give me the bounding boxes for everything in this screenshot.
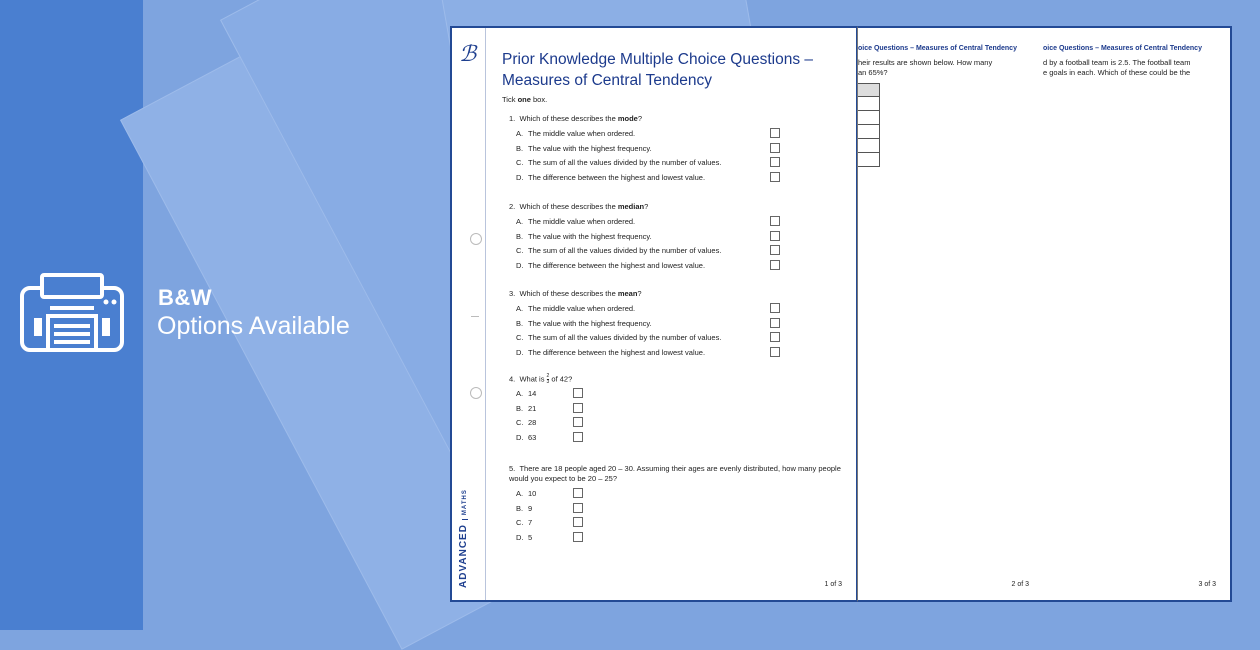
bw-label: B&W bbox=[158, 285, 213, 310]
answer-option: B. 9 bbox=[516, 503, 533, 513]
answer-option: A. The middle value when ordered. bbox=[516, 129, 636, 138]
answer-option: D. The difference between the highest and lowest value. bbox=[516, 348, 706, 358]
answer-checkbox[interactable] bbox=[573, 532, 583, 542]
answer-checkbox[interactable] bbox=[770, 143, 780, 153]
answer-option: A. The middle value when ordered. bbox=[516, 217, 636, 226]
question-text: heir results are shown below. How many bbox=[858, 58, 993, 67]
brand-logo-icon: ℬ bbox=[459, 42, 477, 67]
answer-checkbox[interactable] bbox=[573, 488, 583, 498]
options-available-label: Options Available bbox=[157, 312, 350, 340]
question-3: 3. Which of these describes the mean? bbox=[509, 289, 642, 298]
answer-option: B. The value with the highest frequency. bbox=[516, 318, 652, 328]
margin-line bbox=[485, 28, 486, 600]
printer-icon bbox=[20, 272, 124, 356]
answer-checkbox[interactable] bbox=[770, 260, 780, 270]
answer-checkbox[interactable] bbox=[770, 303, 780, 313]
answer-checkbox[interactable] bbox=[770, 347, 780, 357]
page-number: 3 of 3 bbox=[1198, 581, 1216, 588]
question-1: 1. Which of these describes the mode? bbox=[509, 114, 643, 123]
answer-checkbox[interactable] bbox=[573, 503, 583, 513]
answer-checkbox[interactable] bbox=[770, 128, 780, 138]
answer-checkbox[interactable] bbox=[770, 318, 780, 328]
answer-option: D. 63 bbox=[516, 433, 537, 443]
answer-option: A. 10 bbox=[516, 489, 537, 498]
answer-option: A. The middle value when ordered. bbox=[516, 304, 636, 313]
question-4: 4. What is $\frac{2}{3}$ of 42? bbox=[509, 373, 573, 385]
answer-checkbox[interactable] bbox=[573, 517, 583, 527]
answer-checkbox[interactable] bbox=[770, 157, 780, 167]
page-title: Prior Knowledge Multiple Choice Questions – Measures of Central Tendency bbox=[502, 51, 814, 89]
answer-option: C. The sum of all the values divided by the number of values. bbox=[516, 158, 722, 168]
question-text: e goals in each. Which of these could be the bbox=[1043, 68, 1191, 77]
fraction: $\frac{2}{3}$ bbox=[546, 373, 550, 385]
page-number: 1 of 3 bbox=[824, 581, 842, 588]
instruction: Tick one box. bbox=[502, 95, 548, 104]
answer-checkbox[interactable] bbox=[573, 403, 583, 413]
page-number: 2 of 3 bbox=[1011, 581, 1029, 588]
answer-checkbox[interactable] bbox=[770, 332, 780, 342]
question-2: 2. Which of these describes the median? bbox=[509, 202, 649, 211]
answer-option: D. 5 bbox=[516, 533, 533, 543]
answer-option: A. 14 bbox=[516, 389, 537, 398]
worksheet-page-1 bbox=[450, 26, 858, 602]
worksheet-page-2 bbox=[857, 26, 1044, 602]
answer-checkbox[interactable] bbox=[573, 417, 583, 427]
punch-hole-icon bbox=[470, 233, 482, 245]
question-text: an 65%? bbox=[858, 68, 888, 77]
answer-checkbox[interactable] bbox=[770, 216, 780, 226]
answer-option: C. 28 bbox=[516, 418, 537, 428]
worksheet-page-3 bbox=[1043, 26, 1232, 602]
answer-checkbox[interactable] bbox=[573, 388, 583, 398]
answer-checkbox[interactable] bbox=[770, 231, 780, 241]
results-table bbox=[858, 83, 880, 167]
answer-checkbox[interactable] bbox=[573, 432, 583, 442]
page-header: oice Questions – Measures of Central Tendency bbox=[1043, 45, 1202, 52]
question-5: 5. There are 18 people aged 20 – 30. Assuming their ages are evenly distributed, how many people would you expect to be 20 – 25? bbox=[509, 464, 841, 483]
page-header: oice Questions – Measures of Central Tendency bbox=[858, 45, 1017, 52]
punch-hole-icon bbox=[470, 387, 482, 399]
answer-option: C. 7 bbox=[516, 518, 533, 528]
advanced-maths-brand: ADVANCEDMATHS bbox=[458, 489, 469, 588]
question-text: d by a football team is 2.5. The football team bbox=[1043, 58, 1191, 67]
answer-option: D. The difference between the highest and lowest value. bbox=[516, 173, 706, 183]
answer-checkbox[interactable] bbox=[770, 172, 780, 182]
answer-option: B. The value with the highest frequency. bbox=[516, 231, 652, 241]
answer-option: D. The difference between the highest and lowest value. bbox=[516, 261, 706, 271]
answer-checkbox[interactable] bbox=[770, 245, 780, 255]
answer-option: B. The value with the highest frequency. bbox=[516, 143, 652, 153]
answer-option: C. The sum of all the values divided by the number of values. bbox=[516, 333, 722, 343]
answer-option: C. The sum of all the values divided by the number of values. bbox=[516, 246, 722, 256]
answer-option: B. 21 bbox=[516, 403, 537, 413]
fold-mark bbox=[471, 316, 479, 317]
